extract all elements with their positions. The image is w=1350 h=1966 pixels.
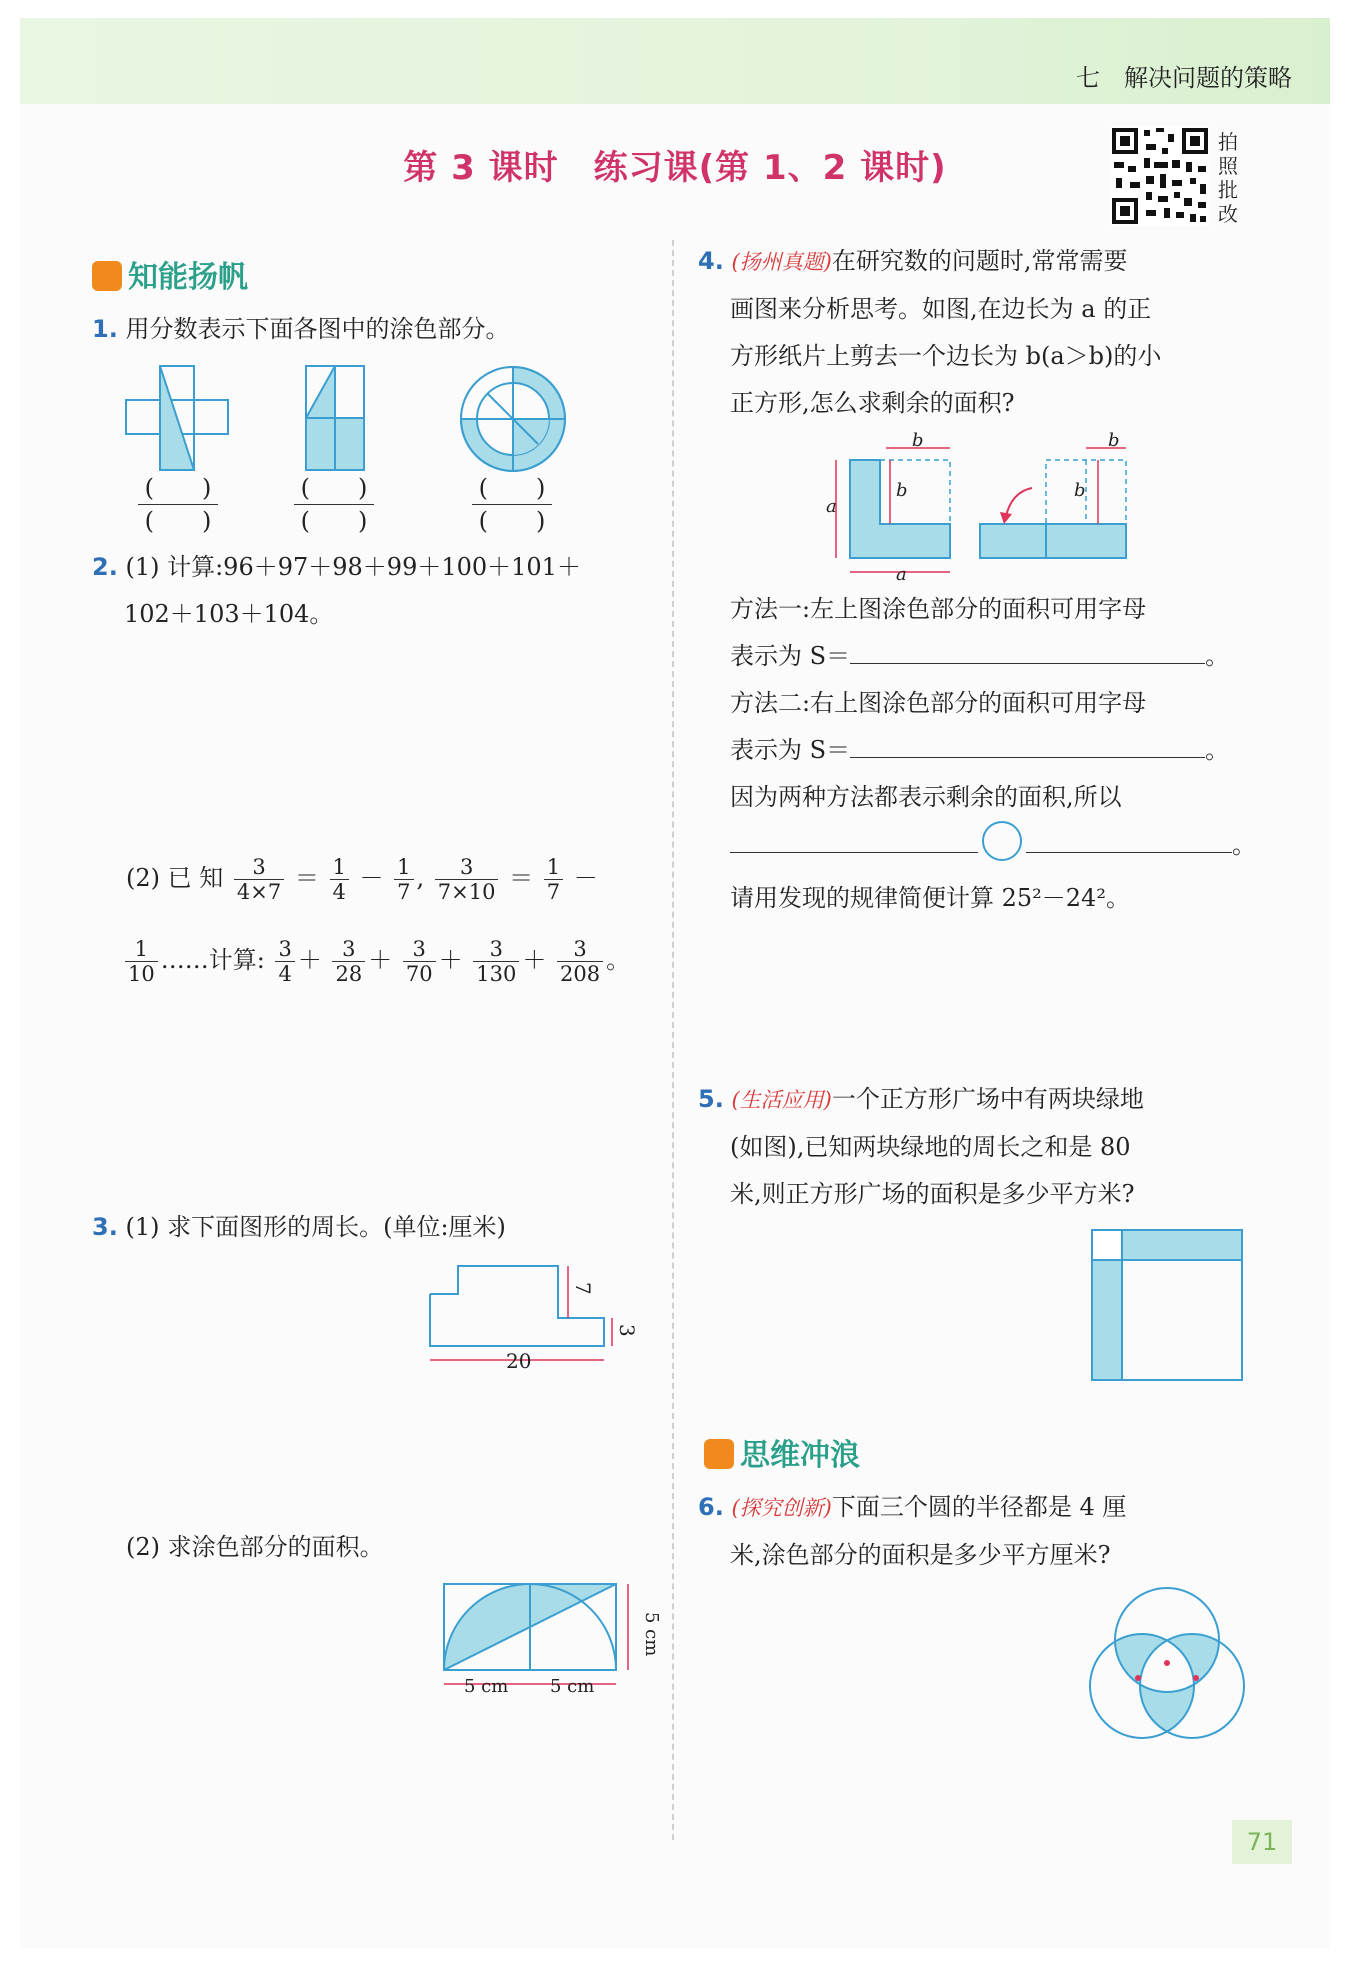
q3-label-bottom: 20 [506,1349,532,1373]
q4-figure-left [826,430,966,585]
sail-icon [92,261,122,291]
q1-answer-3[interactable]: ( ) ( ) [472,472,552,537]
q4-label-b-side: b [896,480,908,501]
column-divider [672,240,674,1840]
q4-label-a-side: a [826,496,837,517]
q3-figure-perimeter [422,1254,642,1374]
q3-label-side: 3 [615,1324,639,1337]
question-6: 6. (探究创新)下面三个圆的半径都是 4 厘 米,涂色部分的面积是多少平方厘米? [698,1493,1127,1569]
q4-method1-blank[interactable] [850,663,1205,664]
q3-label-a: 5 cm [464,1676,509,1697]
lesson-title: 第 3 课时 练习课(第 1、2 课时) [403,148,947,188]
section-heading-1: 知能扬帆 [92,252,248,296]
q3-label-h: 5 cm [641,1612,662,1657]
q1-figure-cross [124,364,230,472]
question-3-part-2: (2) 求涂色部分的面积。 [126,1533,384,1561]
question-3-part-1: 3. (1) 求下面图形的周长。(单位:厘米) [92,1213,506,1241]
q4-label-b-top: b [912,430,924,451]
q4-relation-circle[interactable] [982,821,1022,861]
question-2-part-1: 2. (1) 计算:96＋97＋98＋99＋100＋101＋ 102＋103＋104。 [92,553,581,628]
q1-figure-ring [458,364,568,474]
q4-method2-blank[interactable] [850,757,1205,758]
question-5: 5. (生活应用)一个正方形广场中有两块绿地 (如图),已知两块绿地的周长之和是 80 米,则正方形广场的面积是多少平方米? [698,1085,1144,1208]
qr-label: 拍照批改 [1218,130,1238,226]
section-heading-2: 思维冲浪 [704,1430,860,1474]
q1-answer-2[interactable]: ( ) ( ) [294,472,374,537]
q4-label-b-side-right: b [1074,480,1086,501]
q3-figure-shaded [440,1580,662,1700]
qr-code-icon[interactable] [1110,126,1210,226]
q4-label-b-top-right: b [1108,430,1120,451]
q1-answer-1[interactable]: ( ) ( ) [138,472,218,537]
q5-figure-square [1090,1228,1246,1384]
q3-label-b: 5 cm [550,1676,595,1697]
page-number: 71 [1232,1820,1292,1864]
q4-relation-right-blank[interactable] [1026,852,1232,853]
question-2-part-2: (2) 已 知 $\frac{3}{4\times 7}$ ＝ $\frac{1}{4}$ － $\frac{1}{7}$ , $\frac{3}{7\times 10}$ ＝ $\frac{1}{7}$ － [126,855,598,904]
chapter-title: 七 解决问题的策略 [1076,64,1292,92]
question-2-calc: $\frac{1}{10}$ ……计算: $\frac{3}{4}$ ＋ $\frac{3}{28}$ ＋ $\frac{3}{70}$ ＋ $\frac{3}{130}$ ＋ $\frac{3}{208}$ 。 [122,934,630,986]
question-4: 4. (扬州真题)在研究数的问题时,常常需要 画图来分析思考。如图,在边长为 a 的正 方形纸片上剪去一个边长为 b(a＞b)的小 正方形,怎么求剩余的面积? [698,247,1162,417]
q4-relation-left-blank[interactable] [730,852,978,853]
q6-figure-circles [1082,1580,1252,1750]
q3-label-top: 7 [571,1282,595,1295]
q1-figure-rect [304,364,366,472]
question-1: 1. 用分数表示下面各图中的涂色部分。 [92,315,510,343]
q4-figure-right [976,430,1156,580]
q4-label-a-bottom: a [896,564,907,585]
question-4-methods: 方法一:左上图涂色部分的面积可用字母 表示为 S＝ 。 方法二:右上图涂色部分的面积可用字母 表示为 S＝ 。 因为两种方法都表示剩余的面积,所以 。 请用发现的规律简便计算 25²－24²。 [730,595,1256,912]
wave-icon [704,1439,734,1469]
